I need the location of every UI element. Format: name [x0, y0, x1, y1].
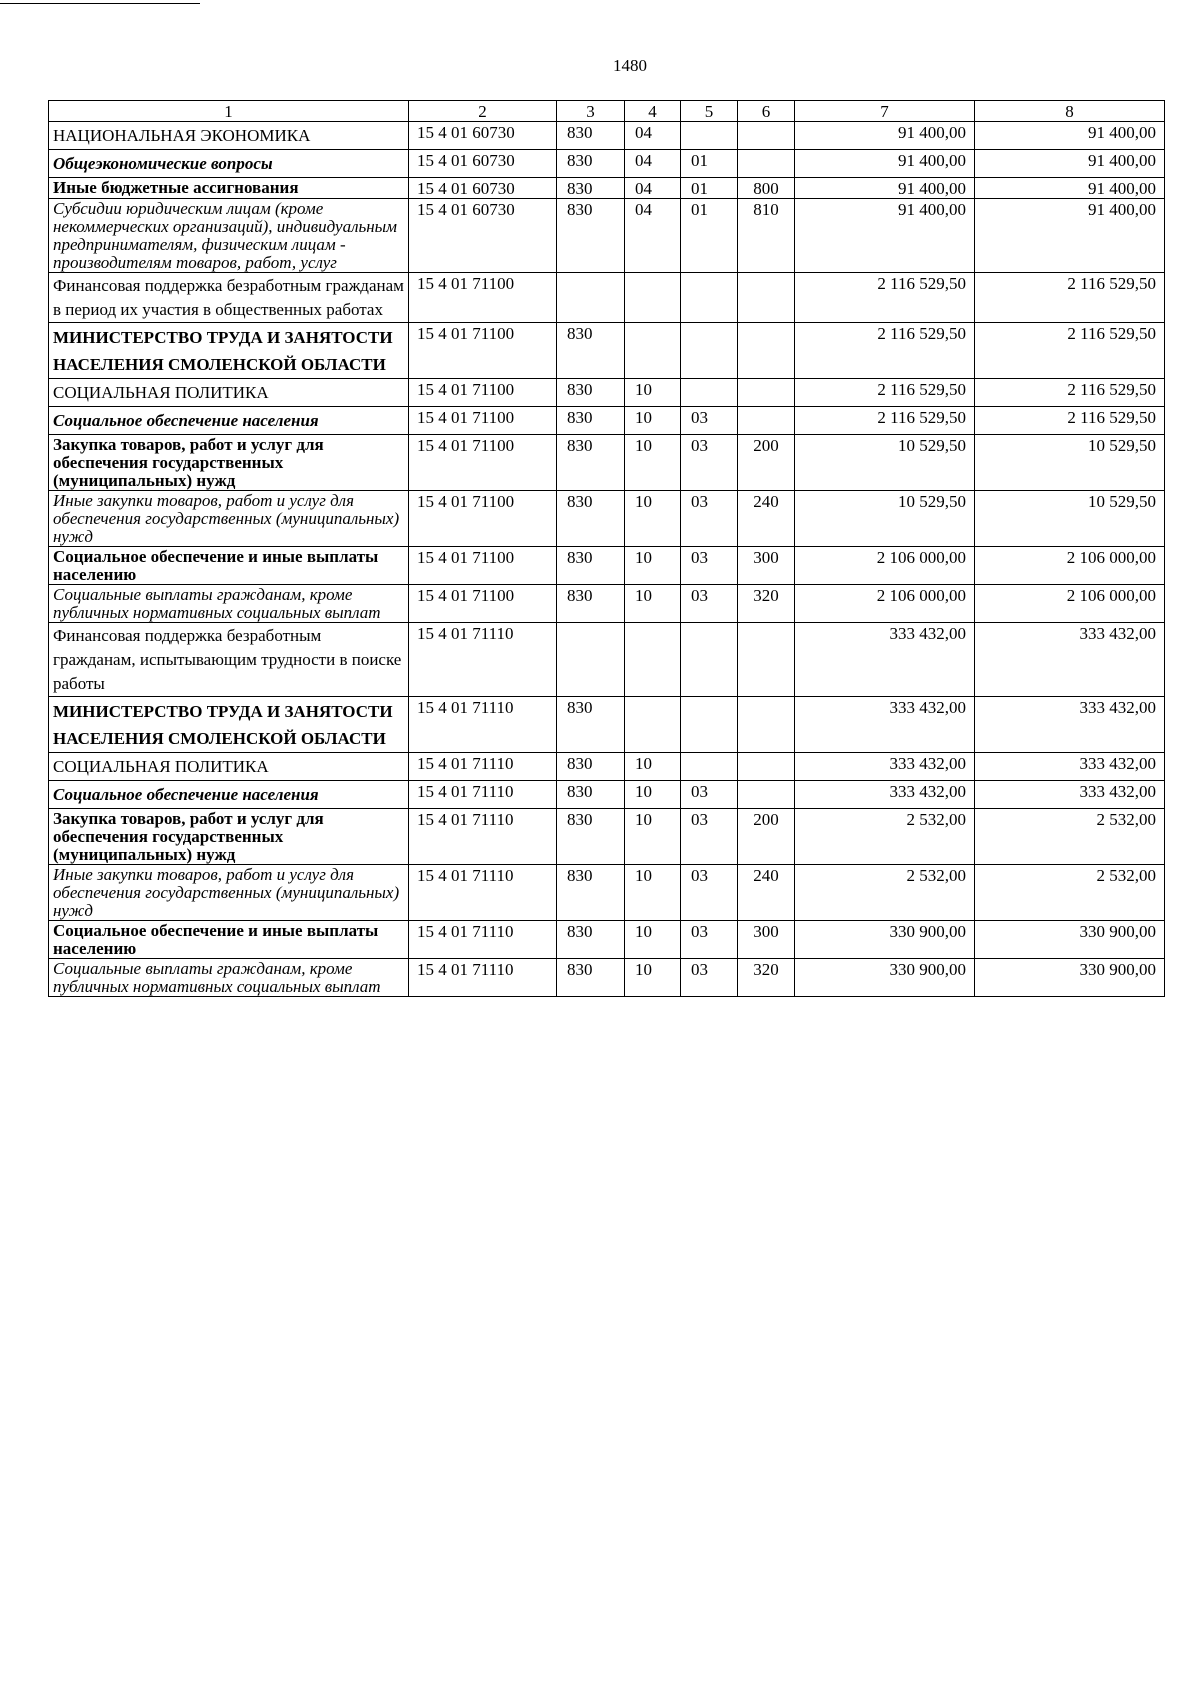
amount-cell: 10 529,50 [975, 435, 1165, 491]
table-row [49, 623, 1165, 697]
amount-cell: 10 529,50 [795, 491, 975, 547]
target-article-cell: 15 4 01 71110 [409, 753, 557, 781]
section-cell: 10 [625, 921, 681, 959]
section-cell: 04 [625, 122, 681, 150]
header-cell: 5 [681, 101, 738, 122]
target-article-cell: 15 4 01 71100 [409, 273, 557, 323]
table-body [49, 101, 1165, 997]
page-number: 1480 [613, 56, 647, 75]
target-article-cell: 15 4 01 71110 [409, 865, 557, 921]
subsection-cell: 03 [681, 585, 738, 623]
amount-cell: 333 432,00 [975, 623, 1165, 697]
amount-cell: 10 529,50 [795, 435, 975, 491]
target-article-cell: 15 4 01 71110 [409, 959, 557, 997]
subsection-cell: 03 [681, 407, 738, 435]
ministry-code-cell: 830 [557, 547, 625, 585]
amount-cell: 2 116 529,50 [975, 273, 1165, 323]
table-row [49, 407, 1165, 435]
amount-cell: 2 116 529,50 [975, 379, 1165, 407]
section-cell: 10 [625, 491, 681, 547]
expense-type-cell [738, 323, 795, 379]
table-row [49, 697, 1165, 753]
amount-cell: 2 106 000,00 [975, 585, 1165, 623]
item-name-cell: Закупка товаров, работ и услуг для обеспечения государственных (муниципальных) нужд [49, 435, 409, 491]
ministry-code-cell: 830 [557, 150, 625, 178]
amount-cell: 330 900,00 [975, 959, 1165, 997]
ministry-code-cell: 830 [557, 323, 625, 379]
item-name-cell: СОЦИАЛЬНАЯ ПОЛИТИКА [49, 379, 409, 407]
section-cell: 10 [625, 959, 681, 997]
header-cell: 3 [557, 101, 625, 122]
subsection-cell: 03 [681, 809, 738, 865]
table-row [49, 435, 1165, 491]
subsection-cell: 01 [681, 199, 738, 273]
section-cell: 04 [625, 199, 681, 273]
subsection-cell: 03 [681, 435, 738, 491]
amount-cell: 91 400,00 [975, 199, 1165, 273]
expense-type-cell: 320 [738, 585, 795, 623]
target-article-cell: 15 4 01 71100 [409, 379, 557, 407]
amount-cell: 2 532,00 [975, 809, 1165, 865]
item-name-cell: Субсидии юридическим лицам (кроме некоммерческих организаций), индивидуальным предпринимателям, физическим лицам - производителям товаров, работ, услуг [49, 199, 409, 273]
target-article-cell: 15 4 01 71100 [409, 547, 557, 585]
section-cell [625, 623, 681, 697]
amount-cell: 330 900,00 [975, 921, 1165, 959]
expense-type-cell [738, 273, 795, 323]
ministry-code-cell: 830 [557, 435, 625, 491]
target-article-cell: 15 4 01 71100 [409, 435, 557, 491]
header-cell: 7 [795, 101, 975, 122]
table-row [49, 753, 1165, 781]
item-name-cell: Общеэкономические вопросы [49, 150, 409, 178]
section-cell: 04 [625, 178, 681, 199]
column-number-row [49, 101, 1165, 122]
target-article-cell: 15 4 01 71100 [409, 585, 557, 623]
section-cell: 10 [625, 753, 681, 781]
target-article-cell: 15 4 01 71110 [409, 809, 557, 865]
subsection-cell: 03 [681, 781, 738, 809]
amount-cell: 333 432,00 [975, 697, 1165, 753]
table-row [49, 491, 1165, 547]
target-article-cell: 15 4 01 71100 [409, 407, 557, 435]
amount-cell: 333 432,00 [795, 781, 975, 809]
subsection-cell [681, 323, 738, 379]
expense-type-cell [738, 379, 795, 407]
expense-type-cell [738, 697, 795, 753]
table-row [49, 122, 1165, 150]
table-row [49, 865, 1165, 921]
item-name-cell: Социальное обеспечение и иные выплаты населению [49, 921, 409, 959]
expense-type-cell [738, 150, 795, 178]
item-name-cell: Финансовая поддержка безработным гражданам в период их участия в общественных работах [49, 273, 409, 323]
ministry-code-cell: 830 [557, 781, 625, 809]
section-cell: 10 [625, 585, 681, 623]
target-article-cell: 15 4 01 60730 [409, 122, 557, 150]
amount-cell: 91 400,00 [795, 199, 975, 273]
budget-table-container [48, 100, 1164, 997]
section-cell: 10 [625, 809, 681, 865]
ministry-code-cell: 830 [557, 697, 625, 753]
subsection-cell: 03 [681, 921, 738, 959]
item-name-cell: МИНИСТЕРСТВО ТРУДА И ЗАНЯТОСТИ НАСЕЛЕНИЯ СМОЛЕНСКОЙ ОБЛАСТИ [49, 697, 409, 753]
expense-type-cell: 810 [738, 199, 795, 273]
section-cell: 10 [625, 865, 681, 921]
table-row [49, 323, 1165, 379]
subsection-cell [681, 623, 738, 697]
section-cell: 10 [625, 407, 681, 435]
amount-cell: 2 116 529,50 [795, 407, 975, 435]
table-row [49, 150, 1165, 178]
expense-type-cell [738, 407, 795, 435]
item-name-cell: Иные бюджетные ассигнования [49, 178, 409, 199]
item-name-cell: Социальное обеспечение населения [49, 407, 409, 435]
table-row [49, 921, 1165, 959]
subsection-cell: 03 [681, 491, 738, 547]
section-cell: 10 [625, 435, 681, 491]
ministry-code-cell: 830 [557, 865, 625, 921]
expense-type-cell: 320 [738, 959, 795, 997]
amount-cell: 91 400,00 [975, 178, 1165, 199]
target-article-cell: 15 4 01 71100 [409, 491, 557, 547]
table-row [49, 809, 1165, 865]
ministry-code-cell: 830 [557, 753, 625, 781]
target-article-cell: 15 4 01 71110 [409, 921, 557, 959]
item-name-cell: Закупка товаров, работ и услуг для обеспечения государственных (муниципальных) нужд [49, 809, 409, 865]
ministry-code-cell: 830 [557, 809, 625, 865]
amount-cell: 330 900,00 [795, 959, 975, 997]
expense-type-cell [738, 781, 795, 809]
amount-cell: 2 106 000,00 [795, 547, 975, 585]
amount-cell: 2 116 529,50 [795, 323, 975, 379]
amount-cell: 2 116 529,50 [795, 273, 975, 323]
section-cell: 10 [625, 547, 681, 585]
table-row [49, 547, 1165, 585]
expense-type-cell: 240 [738, 865, 795, 921]
ministry-code-cell: 830 [557, 379, 625, 407]
expense-type-cell [738, 623, 795, 697]
amount-cell: 2 116 529,50 [975, 323, 1165, 379]
target-article-cell: 15 4 01 71110 [409, 781, 557, 809]
expense-type-cell: 300 [738, 921, 795, 959]
item-name-cell: Социальные выплаты гражданам, кроме публичных нормативных социальных выплат [49, 585, 409, 623]
subsection-cell [681, 697, 738, 753]
item-name-cell: Иные закупки товаров, работ и услуг для обеспечения государственных (муниципальных) нужд [49, 491, 409, 547]
expense-type-cell: 800 [738, 178, 795, 199]
amount-cell: 2 532,00 [975, 865, 1165, 921]
ministry-code-cell: 830 [557, 585, 625, 623]
target-article-cell: 15 4 01 71110 [409, 623, 557, 697]
amount-cell: 333 432,00 [975, 753, 1165, 781]
expense-type-cell: 200 [738, 435, 795, 491]
subsection-cell: 03 [681, 547, 738, 585]
header-cell: 6 [738, 101, 795, 122]
header-cell: 4 [625, 101, 681, 122]
expense-type-cell [738, 122, 795, 150]
table-row [49, 781, 1165, 809]
amount-cell: 333 432,00 [975, 781, 1165, 809]
ministry-code-cell: 830 [557, 921, 625, 959]
subsection-cell: 03 [681, 865, 738, 921]
subsection-cell: 01 [681, 150, 738, 178]
subsection-cell [681, 753, 738, 781]
table-row [49, 178, 1165, 199]
item-name-cell: Финансовая поддержка безработным гражданам, испытывающим трудности в поиске работы [49, 623, 409, 697]
ministry-code-cell [557, 273, 625, 323]
header-cell: 8 [975, 101, 1165, 122]
table-row [49, 959, 1165, 997]
section-cell: 04 [625, 150, 681, 178]
item-name-cell: НАЦИОНАЛЬНАЯ ЭКОНОМИКА [49, 122, 409, 150]
target-article-cell: 15 4 01 60730 [409, 178, 557, 199]
section-cell [625, 697, 681, 753]
item-name-cell: Иные закупки товаров, работ и услуг для обеспечения государственных (муниципальных) нужд [49, 865, 409, 921]
target-article-cell: 15 4 01 71110 [409, 697, 557, 753]
amount-cell: 91 400,00 [975, 122, 1165, 150]
amount-cell: 91 400,00 [975, 150, 1165, 178]
section-cell: 10 [625, 781, 681, 809]
ministry-code-cell [557, 623, 625, 697]
amount-cell: 330 900,00 [795, 921, 975, 959]
ministry-code-cell: 830 [557, 407, 625, 435]
expense-type-cell: 200 [738, 809, 795, 865]
item-name-cell: Социальное обеспечение населения [49, 781, 409, 809]
amount-cell: 91 400,00 [795, 122, 975, 150]
amount-cell: 2 532,00 [795, 809, 975, 865]
amount-cell: 2 106 000,00 [975, 547, 1165, 585]
item-name-cell: МИНИСТЕРСТВО ТРУДА И ЗАНЯТОСТИ НАСЕЛЕНИЯ СМОЛЕНСКОЙ ОБЛАСТИ [49, 323, 409, 379]
ministry-code-cell: 830 [557, 199, 625, 273]
amount-cell: 2 532,00 [795, 865, 975, 921]
subsection-cell: 03 [681, 959, 738, 997]
section-cell: 10 [625, 379, 681, 407]
header-cell: 1 [49, 101, 409, 122]
subsection-cell [681, 379, 738, 407]
amount-cell: 10 529,50 [975, 491, 1165, 547]
ministry-code-cell: 830 [557, 959, 625, 997]
target-article-cell: 15 4 01 60730 [409, 150, 557, 178]
item-name-cell: Социальное обеспечение и иные выплаты населению [49, 547, 409, 585]
subsection-cell [681, 122, 738, 150]
target-article-cell: 15 4 01 71100 [409, 323, 557, 379]
table-row [49, 379, 1165, 407]
expense-type-cell [738, 753, 795, 781]
section-cell [625, 323, 681, 379]
table-row [49, 273, 1165, 323]
subsection-cell: 01 [681, 178, 738, 199]
scan-edge-line [0, 3, 200, 4]
expense-type-cell: 300 [738, 547, 795, 585]
amount-cell: 2 116 529,50 [795, 379, 975, 407]
amount-cell: 91 400,00 [795, 150, 975, 178]
header-cell: 2 [409, 101, 557, 122]
ministry-code-cell: 830 [557, 122, 625, 150]
table-row [49, 199, 1165, 273]
amount-cell: 2 116 529,50 [975, 407, 1165, 435]
ministry-code-cell: 830 [557, 178, 625, 199]
amount-cell: 91 400,00 [795, 178, 975, 199]
amount-cell: 333 432,00 [795, 753, 975, 781]
table-row [49, 585, 1165, 623]
amount-cell: 333 432,00 [795, 697, 975, 753]
amount-cell: 2 106 000,00 [795, 585, 975, 623]
target-article-cell: 15 4 01 60730 [409, 199, 557, 273]
ministry-code-cell: 830 [557, 491, 625, 547]
amount-cell: 333 432,00 [795, 623, 975, 697]
item-name-cell: СОЦИАЛЬНАЯ ПОЛИТИКА [49, 753, 409, 781]
item-name-cell: Социальные выплаты гражданам, кроме публичных нормативных социальных выплат [49, 959, 409, 997]
section-cell [625, 273, 681, 323]
subsection-cell [681, 273, 738, 323]
budget-table [48, 100, 1165, 997]
expense-type-cell: 240 [738, 491, 795, 547]
